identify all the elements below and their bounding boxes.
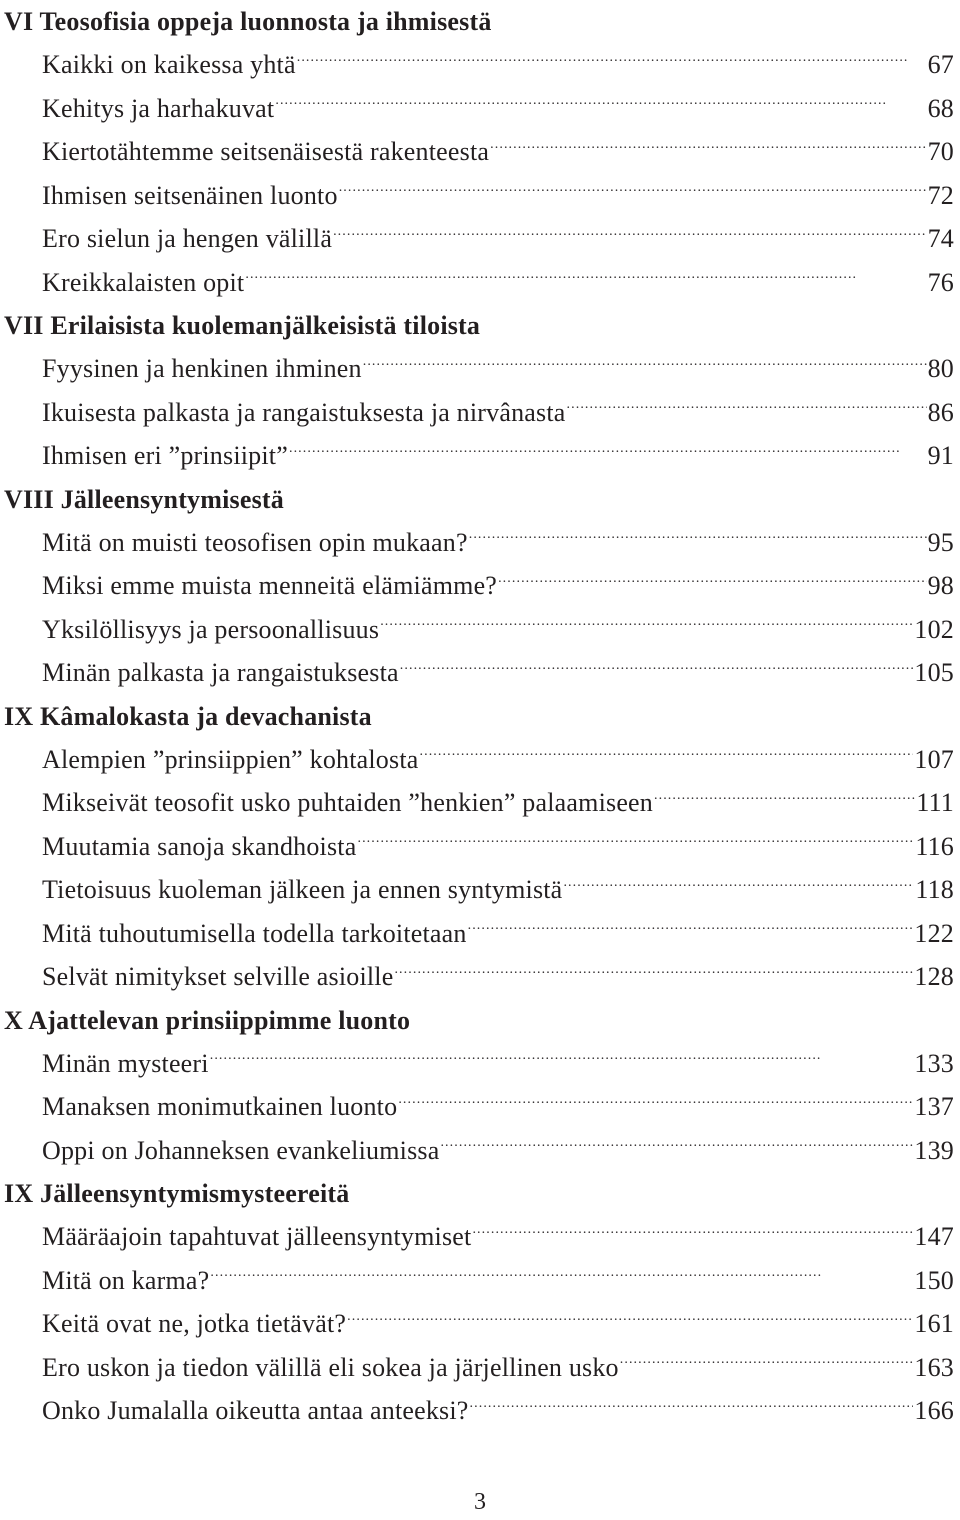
entry-page: 166: [914, 1396, 954, 1425]
entry-title: Onko Jumalalla oikeutta antaa anteeksi?: [42, 1396, 469, 1425]
entry-title: Ero sielun ja hengen välillä: [42, 224, 333, 253]
entry-page: 107: [914, 744, 954, 774]
section-heading: VII Erilaisista kuolemanjälkeisistä tiloista: [4, 311, 481, 340]
entry-title: Manaksen monimutkainen luonto: [42, 1092, 398, 1121]
entry-title: Minän mysteeri: [42, 1048, 209, 1078]
dot-leader: [245, 265, 926, 291]
entry-title: Ikuisesta palkasta ja rangaistuksesta ja nirvânasta: [42, 397, 566, 427]
entry-page: 74: [927, 224, 954, 253]
toc-entry: [0, 521, 960, 565]
entry-page: 102: [914, 614, 954, 644]
dot-leader: [339, 178, 927, 204]
toc-entry: [0, 868, 960, 912]
entry-title: Miksi emme muista menneitä elämiämme?: [42, 571, 498, 600]
dot-leader: [420, 742, 914, 768]
section-heading: IX Kâmalokasta ja devachanista: [4, 701, 372, 731]
toc-section: [0, 478, 960, 695]
entry-page: 122: [914, 918, 954, 948]
entry-page: 137: [914, 1092, 954, 1121]
entry-title: Kaikki on kaikessa yhtä: [42, 50, 296, 79]
entry-page: 95: [927, 527, 954, 557]
entry-page: 128: [914, 962, 954, 991]
toc-section: [0, 1172, 960, 1433]
toc-entry: [0, 912, 960, 956]
entry-title: Tietoisuus kuoleman jälkeen ja ennen syntymistä: [42, 875, 563, 904]
section-heading: X Ajattelevan prinsiippimme luonto: [4, 1005, 411, 1035]
entry-page: 139: [914, 1135, 954, 1165]
entry-page: 67: [927, 50, 954, 79]
toc-entry: [0, 1042, 960, 1086]
dot-leader: [620, 1350, 914, 1376]
toc-entry: [0, 781, 960, 825]
dot-leader: [472, 1219, 913, 1245]
entry-title: Minän palkasta ja rangaistuksesta: [42, 658, 399, 687]
entry-title: Mitä tuhoutumisella todella tarkoitetaan: [42, 918, 467, 948]
entry-title: Kreikkalaisten opit: [42, 267, 245, 297]
entry-title: Mikseivät teosofit usko puhtaiden ”henkien” palaamiseen: [42, 788, 653, 817]
dot-leader: [333, 221, 927, 247]
entry-page: 150: [914, 1265, 954, 1295]
dot-leader: [440, 1133, 913, 1159]
dot-leader: [357, 829, 914, 855]
toc-entry: [0, 434, 960, 478]
dot-leader: [469, 525, 927, 551]
toc-entry: [0, 1259, 960, 1303]
entry-title: Fyysinen ja henkinen ihminen: [42, 354, 362, 383]
toc-entry: [0, 1129, 960, 1173]
dot-leader: [297, 47, 927, 73]
dot-leader: [380, 612, 913, 638]
entry-page: 133: [914, 1048, 954, 1078]
entry-title: Ero uskon ja tiedon välillä eli sokea ja järjellinen usko: [42, 1352, 619, 1382]
toc-entry: [0, 825, 960, 869]
entry-page: 116: [915, 831, 954, 861]
toc-entry: [0, 1346, 960, 1390]
dot-leader: [398, 1089, 913, 1115]
entry-title: Oppi on Johanneksen evankeliumissa: [42, 1135, 440, 1165]
toc-entry: [0, 1302, 960, 1346]
toc-entry: [0, 1215, 960, 1259]
toc-entry: [0, 217, 960, 261]
toc-entry: [0, 738, 960, 782]
dot-leader: [400, 655, 914, 681]
entry-page: 161: [914, 1309, 954, 1338]
toc-entry: [0, 130, 960, 174]
dot-leader: [490, 134, 926, 160]
toc-entry: [0, 43, 960, 87]
entry-title: Muutamia sanoja skandhoista: [42, 831, 357, 861]
dot-leader: [210, 1263, 913, 1289]
entry-title: Alempien ”prinsiippien” kohtalosta: [42, 744, 419, 774]
toc-section: [0, 999, 960, 1173]
toc-entry: [0, 955, 960, 999]
entry-page: 98: [927, 571, 954, 600]
dot-leader: [394, 959, 913, 985]
entry-page: 72: [927, 180, 954, 210]
entry-page: 86: [927, 397, 954, 427]
toc-entry: [0, 261, 960, 305]
dot-leader: [468, 916, 914, 942]
entry-title: Ihmisen seitsenäinen luonto: [42, 180, 338, 210]
dot-leader: [470, 1393, 914, 1419]
entry-page: 80: [927, 354, 954, 383]
entry-page: 76: [927, 267, 954, 297]
toc-section: [0, 304, 960, 478]
entry-title: Yksilöllisyys ja persoonallisuus: [42, 614, 380, 644]
toc-entry: [0, 1085, 960, 1129]
entry-page: 68: [927, 93, 954, 123]
toc-section: [0, 0, 960, 304]
dot-leader: [289, 438, 927, 464]
entry-page: 118: [915, 875, 954, 904]
section-heading: VIII Jälleensyntymisestä: [4, 484, 284, 514]
entry-page: 105: [914, 658, 954, 687]
entry-title: Määräajoin tapahtuvat jälleensyntymiset: [42, 1222, 472, 1251]
toc-entry: [0, 651, 960, 695]
section-heading: VI Teosofisia oppeja luonnosta ja ihmisestä: [4, 7, 492, 36]
dot-leader: [347, 1306, 913, 1332]
entry-page: 163: [914, 1352, 954, 1382]
entry-title: Mitä on karma?: [42, 1265, 210, 1295]
section-heading: IX Jälleensyntymismysteereitä: [4, 1179, 350, 1208]
toc-entry: [0, 608, 960, 652]
dot-leader: [363, 351, 927, 377]
entry-page: 111: [916, 788, 954, 817]
entry-title: Selvät nimitykset selville asioille: [42, 962, 394, 991]
dot-leader: [567, 395, 927, 421]
toc-entry: [0, 564, 960, 608]
toc-entry: [0, 174, 960, 218]
toc-entry: [0, 1389, 960, 1433]
page-number: 3: [474, 1489, 486, 1515]
entry-page: 147: [914, 1222, 954, 1251]
dot-leader: [210, 1046, 914, 1072]
entry-title: Kehitys ja harhakuvat: [42, 93, 275, 123]
dot-leader: [498, 568, 927, 594]
entry-title: Keitä ovat ne, jotka tietävät?: [42, 1309, 347, 1338]
toc-section: [0, 695, 960, 999]
dot-leader: [275, 91, 926, 117]
entry-title: Kiertotähtemme seitsenäisestä rakenteesta: [42, 137, 490, 166]
entry-page: 70: [927, 137, 954, 166]
toc-entry: [0, 391, 960, 435]
dot-leader: [563, 872, 914, 898]
entry-page: 91: [927, 441, 954, 470]
entry-title: Ihmisen eri ”prinsiipit”: [42, 441, 288, 470]
entry-title: Mitä on muisti teosofisen opin mukaan?: [42, 527, 468, 557]
toc-entry: [0, 347, 960, 391]
dot-leader: [654, 785, 915, 811]
toc-entry: [0, 87, 960, 131]
